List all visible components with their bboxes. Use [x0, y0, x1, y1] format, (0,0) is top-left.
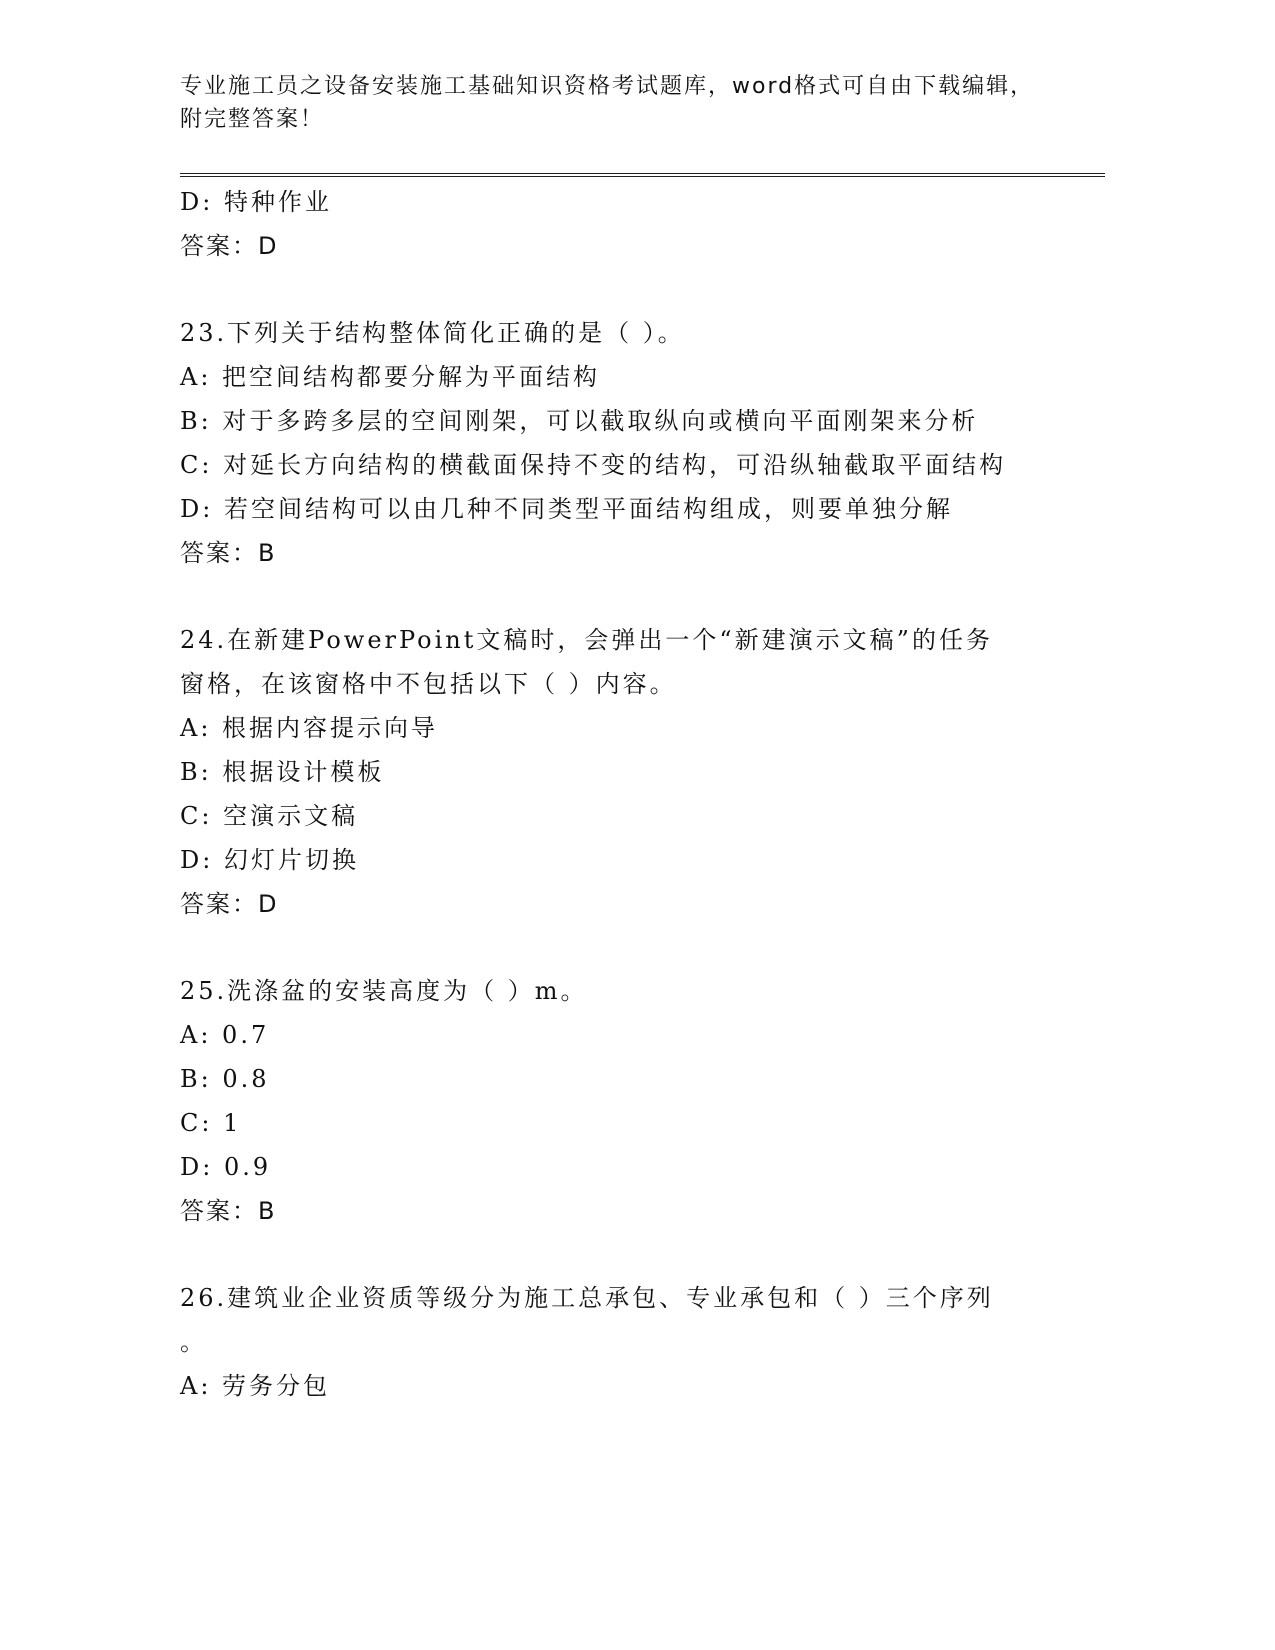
question-stem: 23.下列关于结构整体简化正确的是（ ）。	[180, 319, 685, 347]
option-d: D: 若空间结构可以由几种不同类型平面结构组成，则要单独分解	[180, 495, 953, 523]
header-title: 专业施工员之设备安装施工基础知识资格考试题库，word格式可自由下载编辑，附完整答案！	[180, 74, 1035, 132]
option-a: A: 把空间结构都要分解为平面结构	[180, 363, 601, 391]
question-stem-continued: 窗格，在该窗格中不包括以下（ ）内容。	[180, 670, 677, 698]
question-stem-continued: 。	[180, 1328, 207, 1356]
option-b: B: 根据设计模板	[180, 758, 385, 786]
document-header	[180, 70, 1040, 136]
option-b: B: 0.8	[180, 1065, 270, 1093]
question-26	[180, 1276, 1080, 1408]
question-list	[180, 180, 1080, 1408]
option-d: D: 0.9	[180, 1153, 272, 1181]
option-a: A: 0.7	[180, 1021, 270, 1049]
option-a: A: 劳务分包	[180, 1372, 331, 1400]
option-c: C: 对延长方向结构的横截面保持不变的结构，可沿纵轴截取平面结构	[180, 451, 1007, 479]
answer: 答案：B	[180, 539, 277, 567]
question-stem: 25.洗涤盆的安装高度为（ ）m。	[180, 977, 588, 1005]
answer: 答案：D	[180, 890, 279, 918]
question-stem: 26.建筑业企业资质等级分为施工总承包、专业承包和（ ）三个序列	[180, 1284, 994, 1312]
question-stem: 24.在新建PowerPoint文稿时，会弹出一个“新建演示文稿”的任务	[180, 626, 993, 654]
option-a: A: 根据内容提示向导	[180, 714, 439, 742]
question-24	[180, 618, 1080, 926]
question-25	[180, 969, 1080, 1233]
option-b: B: 对于多跨多层的空间刚架，可以截取纵向或横向平面刚架来分析	[180, 407, 979, 435]
answer: 答案：B	[180, 1197, 277, 1225]
option-d: D: 特种作业	[180, 188, 332, 216]
header-divider	[180, 173, 1105, 177]
question-23	[180, 311, 1080, 575]
answer: 答案：D	[180, 232, 279, 260]
option-c: C: 空演示文稿	[180, 802, 359, 830]
option-d: D: 幻灯片切换	[180, 846, 359, 874]
option-c: C: 1	[180, 1109, 242, 1137]
